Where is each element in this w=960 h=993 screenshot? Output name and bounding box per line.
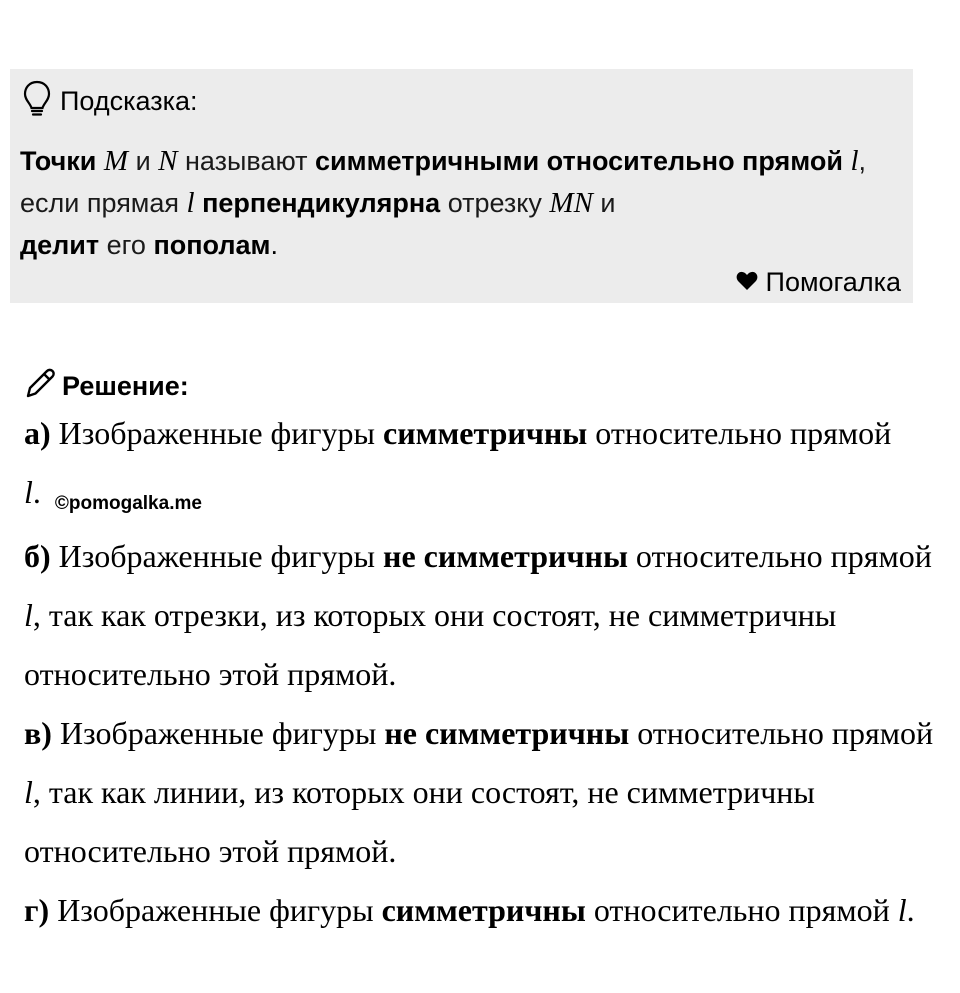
- hint-term-symmetric: симметричными относительно прямой: [315, 146, 843, 176]
- solution-item-a: [24, 404, 944, 527]
- item-text: , так как отрезки, из которых они состоят, не симметричны относительно этой прямой.: [24, 597, 837, 692]
- pencil-icon: [22, 366, 58, 407]
- heart-icon: [736, 267, 758, 298]
- hint-text-segment: и: [128, 146, 159, 176]
- hint-box: [10, 69, 913, 303]
- item-text: Изображенные фигуры: [50, 415, 384, 451]
- hint-term-half: пополам: [153, 230, 271, 260]
- item-label: а): [24, 415, 51, 451]
- hint-text-segment: , если прямая: [20, 146, 867, 218]
- solution-text: [24, 404, 944, 940]
- hint-term-perpendicular: перпендикулярна: [202, 188, 441, 218]
- lightbulb-icon: [22, 79, 52, 124]
- hint-text-segment: [195, 188, 203, 218]
- item-text: Изображенные фигуры: [49, 892, 382, 928]
- item-var-l: l: [24, 474, 33, 510]
- item-var-l: l: [24, 597, 33, 633]
- item-term: не симметричны: [383, 538, 628, 574]
- solution-item-v: [24, 704, 944, 881]
- hint-title: Подсказка:: [60, 85, 198, 116]
- watermark: ©pomogalka.me: [54, 493, 202, 514]
- brand-link[interactable]: [736, 265, 901, 299]
- hint-text-segment: отрезку: [440, 188, 550, 218]
- item-label: б): [24, 538, 51, 574]
- hint-text-segment: Точки: [20, 146, 104, 176]
- item-var-l: l: [897, 892, 907, 928]
- item-term: симметричны: [381, 892, 586, 928]
- item-text: Изображенные фигуры: [51, 715, 385, 751]
- solution-item-b: [24, 527, 944, 704]
- item-term: симметричны: [383, 415, 588, 451]
- item-text: относительно прямой: [587, 415, 892, 451]
- hint-text-segment: и: [592, 188, 616, 218]
- item-text: Изображенные фигуры: [50, 538, 384, 574]
- hint-var-m: M: [103, 145, 129, 177]
- item-text: относительно прямой: [627, 538, 932, 574]
- item-text: .: [906, 892, 915, 928]
- item-text: .: [32, 474, 41, 510]
- hint-term-divides: делит: [20, 230, 100, 260]
- hint-text-segment: .: [270, 230, 279, 260]
- hint-var-l: l: [186, 187, 195, 219]
- item-text: относительно прямой: [629, 715, 934, 751]
- item-term: не симметричны: [384, 715, 630, 751]
- hint-header: [22, 81, 198, 121]
- hint-text-segment: называют: [177, 146, 316, 176]
- hint-text: [20, 140, 900, 266]
- item-text: относительно прямой: [585, 892, 898, 928]
- solution-header: [22, 364, 189, 408]
- item-var-l: l: [24, 774, 33, 810]
- item-label: г): [24, 892, 50, 928]
- hint-var-n: N: [158, 145, 178, 177]
- solution-title: Решение:: [62, 370, 189, 401]
- hint-var-l: l: [850, 145, 859, 177]
- item-text: , так как линии, из которых они состоят, не симметричны относительно этой прямой.: [24, 774, 815, 869]
- hint-var-mn: MN: [549, 187, 593, 219]
- hint-text-segment: его: [99, 230, 154, 260]
- brand-label: Помогалка: [765, 266, 901, 297]
- item-label: в): [24, 715, 52, 751]
- solution-item-g: [24, 881, 944, 940]
